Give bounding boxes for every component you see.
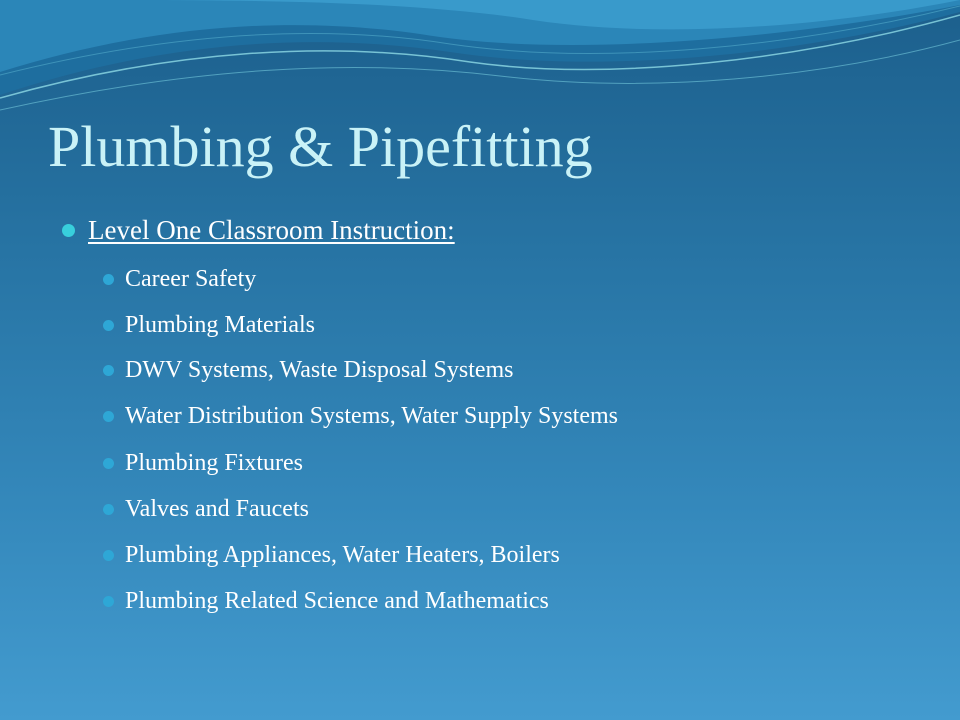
bullet-dot-icon	[103, 274, 114, 285]
list-item-text: Plumbing Materials	[125, 312, 315, 338]
bullet-dot-icon	[103, 365, 114, 376]
bullet-heading	[62, 214, 455, 246]
list-item-text: Plumbing Related Science and Mathematics	[125, 588, 549, 614]
list-item-text: Water Distribution Systems, Water Supply Systems	[125, 403, 619, 429]
list-item	[103, 494, 309, 524]
list-item	[103, 310, 315, 340]
list-item-text: Plumbing Fixtures	[125, 450, 304, 476]
list-item-text: DWV Systems, Waste Disposal Systems	[125, 357, 514, 383]
list-item	[103, 355, 514, 385]
bullet-dot-icon	[103, 504, 114, 515]
bullet-dot-icon	[103, 320, 114, 331]
bullet-dot-icon	[103, 596, 114, 607]
bullet-dot-icon	[103, 550, 114, 561]
heading-text: Level One Classroom Instruction:	[88, 215, 455, 245]
slide-title: Plumbing & Pipefitting	[48, 114, 593, 179]
list-item	[103, 264, 256, 294]
list-item	[103, 540, 560, 570]
bullet-dot-icon	[62, 224, 75, 237]
bullet-dot-icon	[103, 411, 114, 422]
list-item-text: Career Safety	[125, 266, 257, 292]
list-item-text: Plumbing Appliances, Water Heaters, Boilers	[125, 542, 560, 568]
bullet-dot-icon	[103, 458, 114, 469]
list-item	[103, 448, 303, 478]
list-item-text: Valves and Faucets	[125, 496, 309, 522]
list-item	[103, 586, 549, 616]
list-item	[103, 401, 618, 431]
